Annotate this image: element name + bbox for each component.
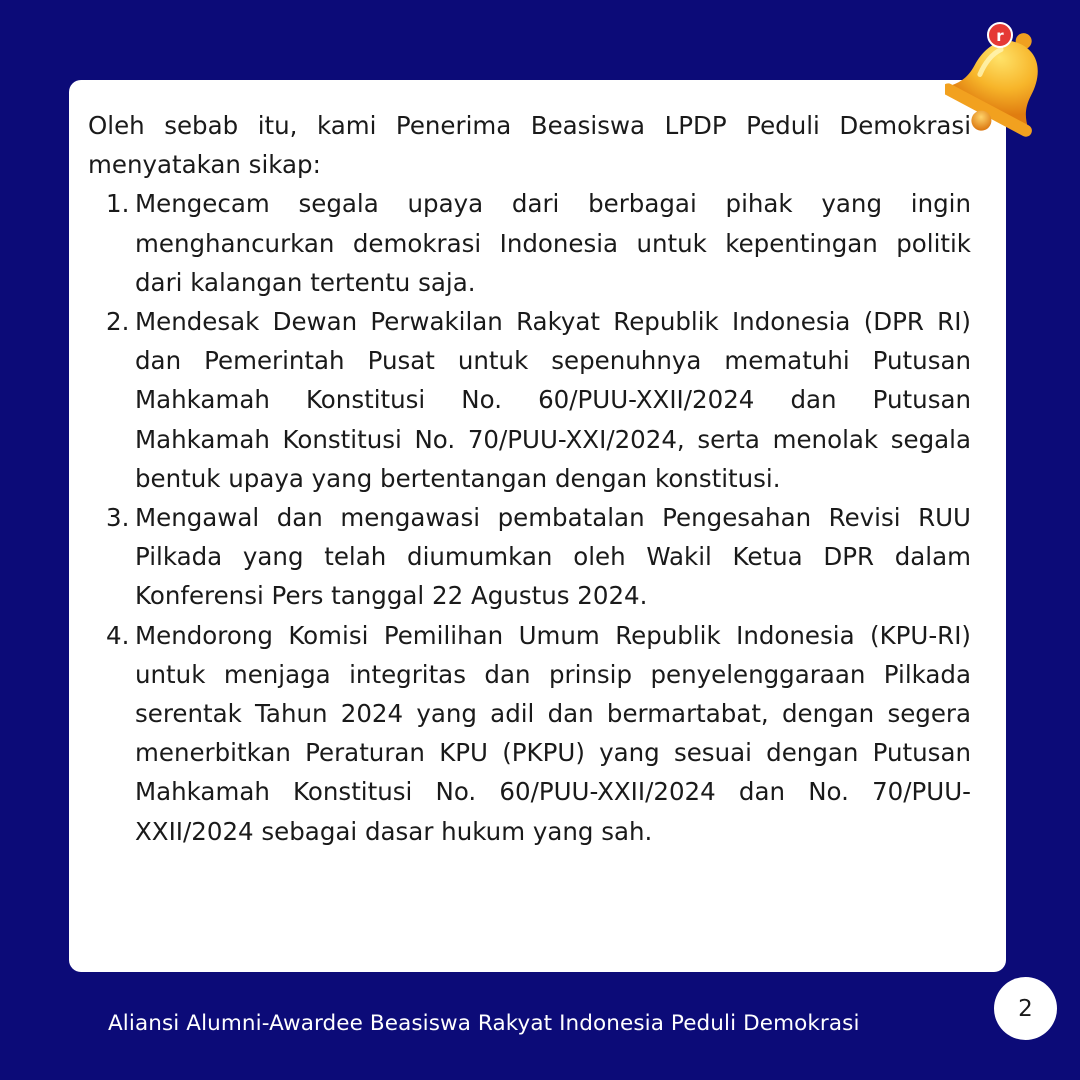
statement-content xyxy=(88,106,971,851)
list-item-number: 3. xyxy=(106,503,130,533)
list-item-text: Mengawal dan mengawasi pembatalan Pengesahan Revisi RUU Pilkada yang telah diumumkan oleh Wakil Ketua DPR dalam Konferensi Pers tanggal 22 Agustus 2024. xyxy=(135,503,971,611)
notification-badge-text: r xyxy=(996,27,1004,45)
list-item-number: 2. xyxy=(106,307,130,337)
intro-text: Oleh sebab itu, kami Penerima Beasiswa LPDP Peduli Demokrasi menyatakan sikap: xyxy=(88,111,971,180)
list-item xyxy=(88,616,971,851)
footer-text: Aliansi Alumni-Awardee Beasiswa Rakyat Indonesia Peduli Demokrasi xyxy=(108,1011,860,1036)
list-item xyxy=(88,498,971,616)
stance-list xyxy=(88,184,971,850)
list-item-text: Mendesak Dewan Perwakilan Rakyat Republik Indonesia (DPR RI) dan Pemerintah Pusat untuk sepenuhnya mematuhi Putusan Mahkamah Konstitusi No. 60/PUU-XXII/2024 dan Putusan Mahkamah Konstitusi No. 70/PUU-XXI/2024, serta menolak segala bentuk upaya yang bertentangan dengan konstitusi. xyxy=(135,307,971,493)
page-number-badge xyxy=(994,977,1057,1040)
list-item-text: Mendorong Komisi Pemilihan Umum Republik Indonesia (KPU-RI) untuk menjaga integritas dan prinsip penyelenggaraan Pilkada serentak Tahun 2024 yang adil dan bermartabat, dengan segera menerbitkan Peraturan KPU (PKPU) yang sesuai dengan Putusan Mahkamah Konstitusi No. 60/PUU-XXII/2024 dan No. 70/PUU-XXII/2024 sebagai dasar hukum yang sah. xyxy=(135,620,971,846)
bell-icon xyxy=(945,18,1057,140)
list-item-number: 1. xyxy=(106,189,130,219)
list-item xyxy=(88,302,971,498)
list-item-number: 4. xyxy=(106,620,130,650)
list-item xyxy=(88,184,971,302)
list-item-text: Mengecam segala upaya dari berbagai pihak yang ingin menghancurkan demokrasi Indonesia untuk kepentingan politik dari kalangan tertentu saja. xyxy=(135,189,971,297)
page-number: 2 xyxy=(1018,995,1033,1022)
